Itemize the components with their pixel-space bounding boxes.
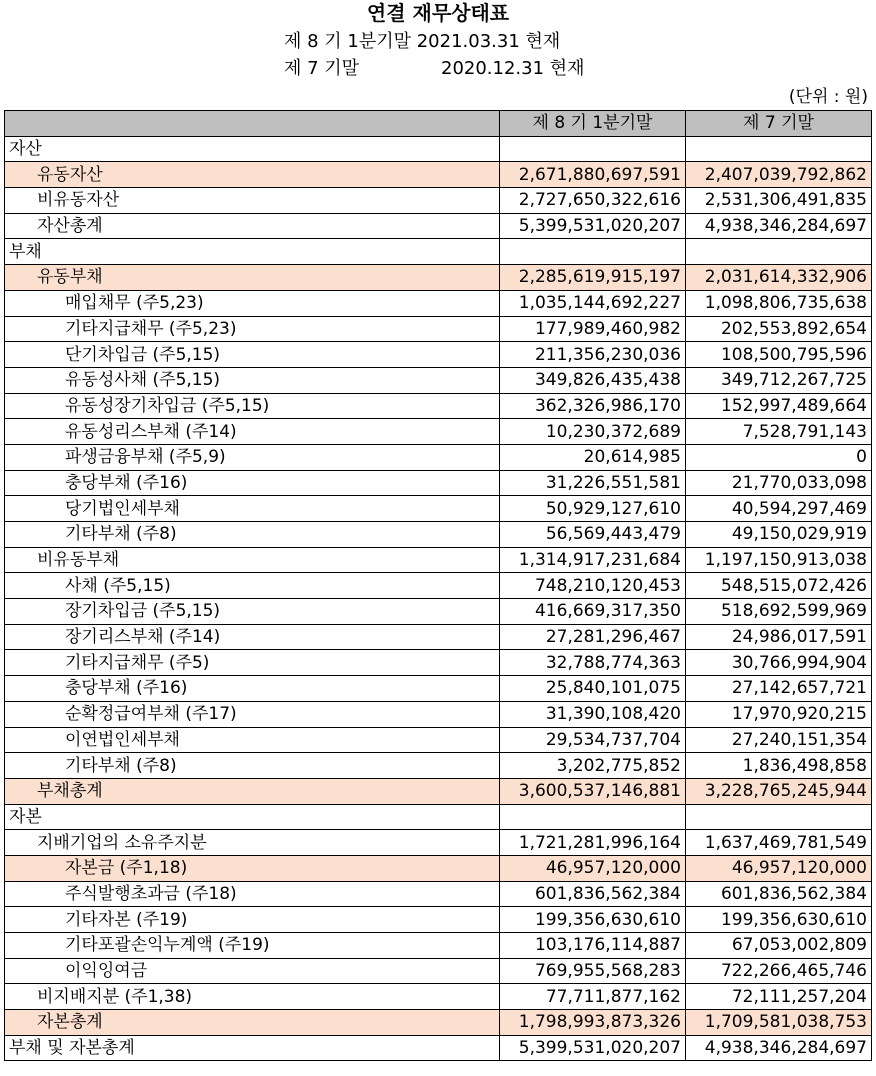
table-row — [5, 804, 872, 830]
prior-period-value — [686, 136, 872, 162]
account-label: 유동성사채 (주5,15) — [5, 367, 500, 393]
table-row — [5, 393, 872, 419]
account-label: 기타부채 (주8) — [5, 753, 500, 779]
current-period-value: 31,390,108,420 — [500, 701, 686, 727]
table-row — [5, 881, 872, 907]
table-row — [5, 573, 872, 599]
table-row — [5, 136, 872, 162]
account-label: 부채 및 자본총계 — [5, 1035, 500, 1061]
prior-period-value: 1,098,806,735,638 — [686, 290, 872, 316]
current-period-value: 2,727,650,322,616 — [500, 188, 686, 214]
current-period-value: 1,721,281,996,164 — [500, 830, 686, 856]
current-period-value: 29,534,737,704 — [500, 727, 686, 753]
prior-period-value: 722,266,465,746 — [686, 958, 872, 984]
account-label: 기타포괄손익누계액 (주19) — [5, 933, 500, 959]
current-period-value: 25,840,101,075 — [500, 676, 686, 702]
prior-period-value: 4,938,346,284,697 — [686, 213, 872, 239]
account-label: 유동자산 — [5, 162, 500, 188]
table-row — [5, 239, 872, 265]
table-row — [5, 624, 872, 650]
prior-period-value: 46,957,120,000 — [686, 855, 872, 881]
prior-period-value: 108,500,795,596 — [686, 342, 872, 368]
current-period-value: 103,176,114,887 — [500, 933, 686, 959]
account-label: 자본 — [5, 804, 500, 830]
table-row — [5, 907, 872, 933]
account-label: 장기리스부채 (주14) — [5, 624, 500, 650]
table-row — [5, 496, 872, 522]
table-row — [5, 727, 872, 753]
account-label: 순확정급여부채 (주17) — [5, 701, 500, 727]
account-label: 장기차입금 (주5,15) — [5, 599, 500, 625]
current-period-value — [500, 804, 686, 830]
table-row — [5, 701, 872, 727]
prior-period-date: 2020.12.31 현재 — [441, 58, 585, 79]
current-period-value: 748,210,120,453 — [500, 573, 686, 599]
account-label: 유동성리스부채 (주14) — [5, 419, 500, 445]
account-label: 충당부채 (주16) — [5, 470, 500, 496]
current-period-value: 349,826,435,438 — [500, 367, 686, 393]
table-row — [5, 1035, 872, 1061]
prior-period-value: 49,150,029,919 — [686, 522, 872, 548]
table-row — [5, 188, 872, 214]
table-body — [5, 136, 872, 1061]
current-period-value: 199,356,630,610 — [500, 907, 686, 933]
current-period-value: 5,399,531,020,207 — [500, 1035, 686, 1061]
account-label: 비지배지분 (주1,38) — [5, 984, 500, 1010]
current-period-value: 1,035,144,692,227 — [500, 290, 686, 316]
account-label: 기타부채 (주8) — [5, 522, 500, 548]
table-row — [5, 753, 872, 779]
header-current-period: 제 8 기 1분기말 — [500, 111, 686, 137]
current-period-value: 2,671,880,697,591 — [500, 162, 686, 188]
prior-period-value: 601,836,562,384 — [686, 881, 872, 907]
table-row — [5, 162, 872, 188]
account-label: 매입채무 (주5,23) — [5, 290, 500, 316]
account-label: 당기법인세부채 — [5, 496, 500, 522]
unit-label: (단위 : 원) — [788, 87, 868, 107]
table-row — [5, 316, 872, 342]
prior-period-value: 152,997,489,664 — [686, 393, 872, 419]
table-row — [5, 265, 872, 291]
table-row — [5, 984, 872, 1010]
prior-period-value: 199,356,630,610 — [686, 907, 872, 933]
header-account — [5, 111, 500, 137]
prior-period-value: 7,528,791,143 — [686, 419, 872, 445]
account-label: 자산총계 — [5, 213, 500, 239]
table-row — [5, 676, 872, 702]
current-period-value: 416,669,317,350 — [500, 599, 686, 625]
prior-period-value: 202,553,892,654 — [686, 316, 872, 342]
current-period-value — [500, 239, 686, 265]
prior-period-value: 1,709,581,038,753 — [686, 1010, 872, 1036]
current-period-value: 362,326,986,170 — [500, 393, 686, 419]
prior-period-value: 4,938,346,284,697 — [686, 1035, 872, 1061]
account-label: 단기차입금 (주5,15) — [5, 342, 500, 368]
prior-period-label: 제 7 기말 — [284, 58, 360, 79]
prior-period-value: 1,197,150,913,038 — [686, 547, 872, 573]
current-period-value: 20,614,985 — [500, 444, 686, 470]
table-row — [5, 650, 872, 676]
current-period-value: 77,711,877,162 — [500, 984, 686, 1010]
account-label: 기타자본 (주19) — [5, 907, 500, 933]
current-period-value: 32,788,774,363 — [500, 650, 686, 676]
current-period-value: 177,989,460,982 — [500, 316, 686, 342]
current-period-value — [500, 136, 686, 162]
prior-period-value: 27,142,657,721 — [686, 676, 872, 702]
prior-period-value: 2,407,039,792,862 — [686, 162, 872, 188]
account-label: 기타지급채무 (주5,23) — [5, 316, 500, 342]
balance-sheet-table — [4, 110, 872, 1061]
account-label: 이익잉여금 — [5, 958, 500, 984]
account-label: 부채총계 — [5, 778, 500, 804]
current-period-value: 601,836,562,384 — [500, 881, 686, 907]
table-row — [5, 830, 872, 856]
table-row — [5, 290, 872, 316]
prior-period-value: 40,594,297,469 — [686, 496, 872, 522]
prior-period-value: 3,228,765,245,944 — [686, 778, 872, 804]
header-prior-period: 제 7 기말 — [686, 111, 872, 137]
prior-period-value: 1,836,498,858 — [686, 753, 872, 779]
statement-title: 연결 재무상태표 — [366, 1, 510, 25]
current-period-value: 769,955,568,283 — [500, 958, 686, 984]
table-row — [5, 342, 872, 368]
account-label: 파생금융부채 (주5,9) — [5, 444, 500, 470]
prior-period-value: 548,515,072,426 — [686, 573, 872, 599]
table-row — [5, 419, 872, 445]
current-period-value: 27,281,296,467 — [500, 624, 686, 650]
account-label: 자본총계 — [5, 1010, 500, 1036]
prior-period-value: 72,111,257,204 — [686, 984, 872, 1010]
table-row — [5, 1010, 872, 1036]
account-label: 이연법인세부채 — [5, 727, 500, 753]
account-label: 유동성장기차입금 (주5,15) — [5, 393, 500, 419]
current-period-line: 제 8 기 1분기말 2021.03.31 현재 — [284, 31, 561, 52]
account-label: 부채 — [5, 239, 500, 265]
table-row — [5, 522, 872, 548]
prior-period-value: 17,970,920,215 — [686, 701, 872, 727]
table-header-row — [5, 111, 872, 137]
table-row — [5, 444, 872, 470]
table-row — [5, 599, 872, 625]
table-row — [5, 367, 872, 393]
current-period-value: 1,314,917,231,684 — [500, 547, 686, 573]
table-row — [5, 213, 872, 239]
account-label: 비유동자산 — [5, 188, 500, 214]
prior-period-value — [686, 239, 872, 265]
prior-period-value: 2,531,306,491,835 — [686, 188, 872, 214]
account-label: 비유동부채 — [5, 547, 500, 573]
account-label: 자본금 (주1,18) — [5, 855, 500, 881]
prior-period-value: 21,770,033,098 — [686, 470, 872, 496]
prior-period-value: 1,637,469,781,549 — [686, 830, 872, 856]
prior-period-value: 24,986,017,591 — [686, 624, 872, 650]
account-label: 지배기업의 소유주지분 — [5, 830, 500, 856]
prior-period-value: 67,053,002,809 — [686, 933, 872, 959]
current-period-value: 5,399,531,020,207 — [500, 213, 686, 239]
current-period-value: 211,356,230,036 — [500, 342, 686, 368]
prior-period-value — [686, 804, 872, 830]
account-label: 자산 — [5, 136, 500, 162]
current-period-value: 10,230,372,689 — [500, 419, 686, 445]
prior-period-value: 0 — [686, 444, 872, 470]
current-period-value: 46,957,120,000 — [500, 855, 686, 881]
prior-period-value: 518,692,599,969 — [686, 599, 872, 625]
current-period-value: 3,202,775,852 — [500, 753, 686, 779]
table-row — [5, 958, 872, 984]
prior-period-value: 27,240,151,354 — [686, 727, 872, 753]
prior-period-value: 2,031,614,332,906 — [686, 265, 872, 291]
account-label: 충당부채 (주16) — [5, 676, 500, 702]
table-row — [5, 470, 872, 496]
table-row — [5, 547, 872, 573]
prior-period-value: 349,712,267,725 — [686, 367, 872, 393]
account-label: 주식발행초과금 (주18) — [5, 881, 500, 907]
prior-period-value: 30,766,994,904 — [686, 650, 872, 676]
account-label: 기타지급채무 (주5) — [5, 650, 500, 676]
table-row — [5, 778, 872, 804]
current-period-value: 31,226,551,581 — [500, 470, 686, 496]
table-row — [5, 933, 872, 959]
current-period-value: 2,285,619,915,197 — [500, 265, 686, 291]
current-period-value: 1,798,993,873,326 — [500, 1010, 686, 1036]
current-period-value: 50,929,127,610 — [500, 496, 686, 522]
current-period-value: 56,569,443,479 — [500, 522, 686, 548]
table-row — [5, 855, 872, 881]
account-label: 유동부채 — [5, 265, 500, 291]
current-period-value: 3,600,537,146,881 — [500, 778, 686, 804]
account-label: 사채 (주5,15) — [5, 573, 500, 599]
